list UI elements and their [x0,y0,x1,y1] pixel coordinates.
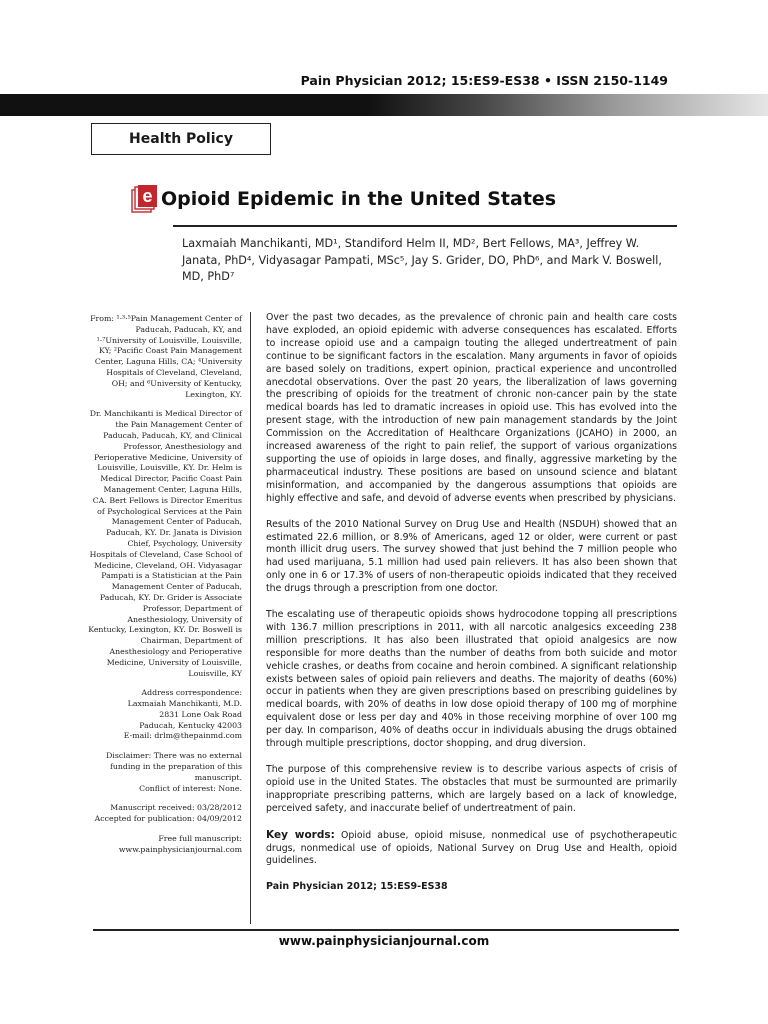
accepted-date: Accepted for publication: 04/09/2012 [94,814,242,824]
citation: Pain Physician 2012; 15:ES9-ES38 [266,881,448,893]
conflict-of-interest: Conflict of interest: None. [139,783,242,793]
keywords-label: Key words: [266,828,335,841]
keywords-paragraph [266,829,677,869]
keywords-text: Opioid abuse, opioid misuse, nonmedical use of psychotherapeutic drugs, nonmedical use of opioids, National Survey on Drug Use and Health, opioid guidelines. [266,829,677,867]
column-divider [250,312,251,924]
journal-reference: Pain Physician 2012; 15:ES9-ES38 • ISSN 2150-1149 [300,73,668,88]
footer-url[interactable]: www.painphysicianjournal.com [278,934,490,948]
correspondence-city: Paducah, Kentucky 42003 [139,720,242,730]
article-title: Opioid Epidemic in the United States [161,188,557,210]
footer-rule [93,929,679,931]
title-rule [173,225,677,227]
received-date: Manuscript received: 03/28/2012 [110,803,242,813]
abstract-paragraph-1: Over the past two decades, as the prevalence of chronic pain and health care costs have exploded, an opioid epidemic with adverse consequences has escalated. Efforts to increase opioid use and a campaign touting the alleged undertreatment of pain continue to be significant factors in the escalation. Many arguments in favor of opioids are based solely on traditions, expert opinion, practical experience and uncontrolled anecdotal observations. Over the past 20 years, the liberalization of laws governing the prescribing of opioids for the treatment of chronic non-cancer pain by the state medical boards has led to dramatic increases in opioid use. This has evolved into the present stage, with the introduction of new pain management standards by the Joint Commission on the Accreditation of Healthcare Organizations (JCAHO) in 2000, an increased awareness of the right to pain relief, the support of various organizations supporting the use of opioids in large doses, and finally, aggressive marketing by the pharmaceutical industry. These positions are based on unsound science and blatant misinformation, and accompanied by the dangerous assumptions that opioids are highly effective and safe, and devoid of adverse events when prescribed by physicians. [266,312,677,504]
abstract-paragraph-2: Results of the 2010 National Survey on Drug Use and Health (NSDUH) showed that an estimated 22.6 million, or 8.9% of Americans, aged 12 or older, were current or past month illicit drug users. The survey showed that just behind the 7 million people who had used marijuana, 5.1 million had used pain relievers. It has also been shown that only one in 6 or 17.3% of users of non-therapeutic opioids indicated that they received the drugs through a prescription from one doctor. [266,518,677,595]
header-gradient-band [0,94,768,116]
title-row [131,185,556,213]
sidebar-notes [88,314,242,865]
correspondence-street: 2831 Lone Oak Road [159,709,242,719]
free-manuscript-link[interactable]: www.painphysicianjournal.com [118,844,242,854]
correspondence-label: Address correspondence: [141,688,242,698]
section-label: Health Policy [129,131,233,147]
free-manuscript [88,834,242,856]
abstract-paragraph-3: The escalating use of therapeutic opioids shows hydrocodone topping all prescriptions with 136.7 million prescriptions in 2011, with all narcotic analgesics exceeding 238 million prescriptions. It has also been illustrated that opioid analgesics are now responsible for more deaths than the number of deaths from both suicide and motor vehicle crashes, or deaths from cocaine and heroin combined. A significant relationship exists between sales of opioid pain relievers and deaths. The majority of deaths (60%) occur in patients when they are given prescriptions based on prescribing guidelines by medical boards, with 20% of deaths in low dose opioid therapy of 100 mg of morphine equivalent dose or less per day and 40% in those receiving morphine of over 100 mg per day. In comparison, 40% of deaths occur in individuals abusing the drugs obtained through multiple prescriptions, doctor shopping, and drug diversion. [266,609,677,750]
affiliations: From: ¹·³·⁵Pain Management Center of Paducah, Paducah, KY, and ¹·⁷University of Louisville, Louisville, KY; ²Pacific Coast Pain Management Center, Laguna Hills, CA; ⁴University Hospitals of Cleveland, Cleveland, OH; and ⁶University of Kentucky, Lexington, KY. [90,314,242,399]
logo-letter: e [142,186,153,206]
epub-e-icon [131,185,157,213]
section-label-box [91,123,271,155]
free-manuscript-label: Free full manuscript: [158,834,242,844]
disclaimer: Disclaimer: There was no external funding in the preparation of this manuscript. [106,751,242,782]
manuscript-dates [88,803,242,825]
correspondence-email[interactable]: E-mail: drlm@thepainmd.com [123,731,242,741]
correspondence-name: Laxmaiah Manchikanti, M.D. [127,699,242,709]
correspondence-block [88,688,242,742]
abstract-paragraph-4: The purpose of this comprehensive review is to describe various aspects of crisis of opioid use in the United States. The obstacles that must be surmounted are primarily inappropriate prescribing patterns, which are largely based on a lack of knowledge, perceived safety, and inaccurate belief of undertreatment of pain. [266,764,677,814]
abstract-column [266,312,677,894]
author-bios: Dr. Manchikanti is Medical Director of the Pain Management Center of Paducah, Paducah, KY, and Clinical Professor, Anesthesiology and Perioperative Medicine, University of Louisville, Louisville, KY. Dr. Helm is Medical Director, Pacific Coast Pain Management Center, Laguna Hills, CA. Bert Fellows is Director Emeritus of Psychological Services at the Pain Management Center of Paducah, Paducah, KY. Dr. Janata is Division Chief, Psychology, University Hospitals of Cleveland, Case School of Medicine, Cleveland, OH. Vidyasagar Pampati is a Statistician at the Pain Management Center of Paducah, Paducah, KY. Dr. Grider is Associate Professor, Department of Anesthesiology, University of Kentucky, Lexington, KY. Dr. Boswell is Chairman, Department of Anesthesiology and Perioperative Medicine, University of Louisville, Louisville, KY [88,409,242,678]
author-list: Laxmaiah Manchikanti, MD¹, Standiford Helm II, MD², Bert Fellows, MA³, Jeffrey W. Janata, PhD⁴, Vidyasagar Pampati, MSc⁵, Jay S. Grider, DO, PhD⁶, and Mark V. Boswell, MD, PhD⁷ [182,237,662,283]
disclosure-block [88,751,242,794]
